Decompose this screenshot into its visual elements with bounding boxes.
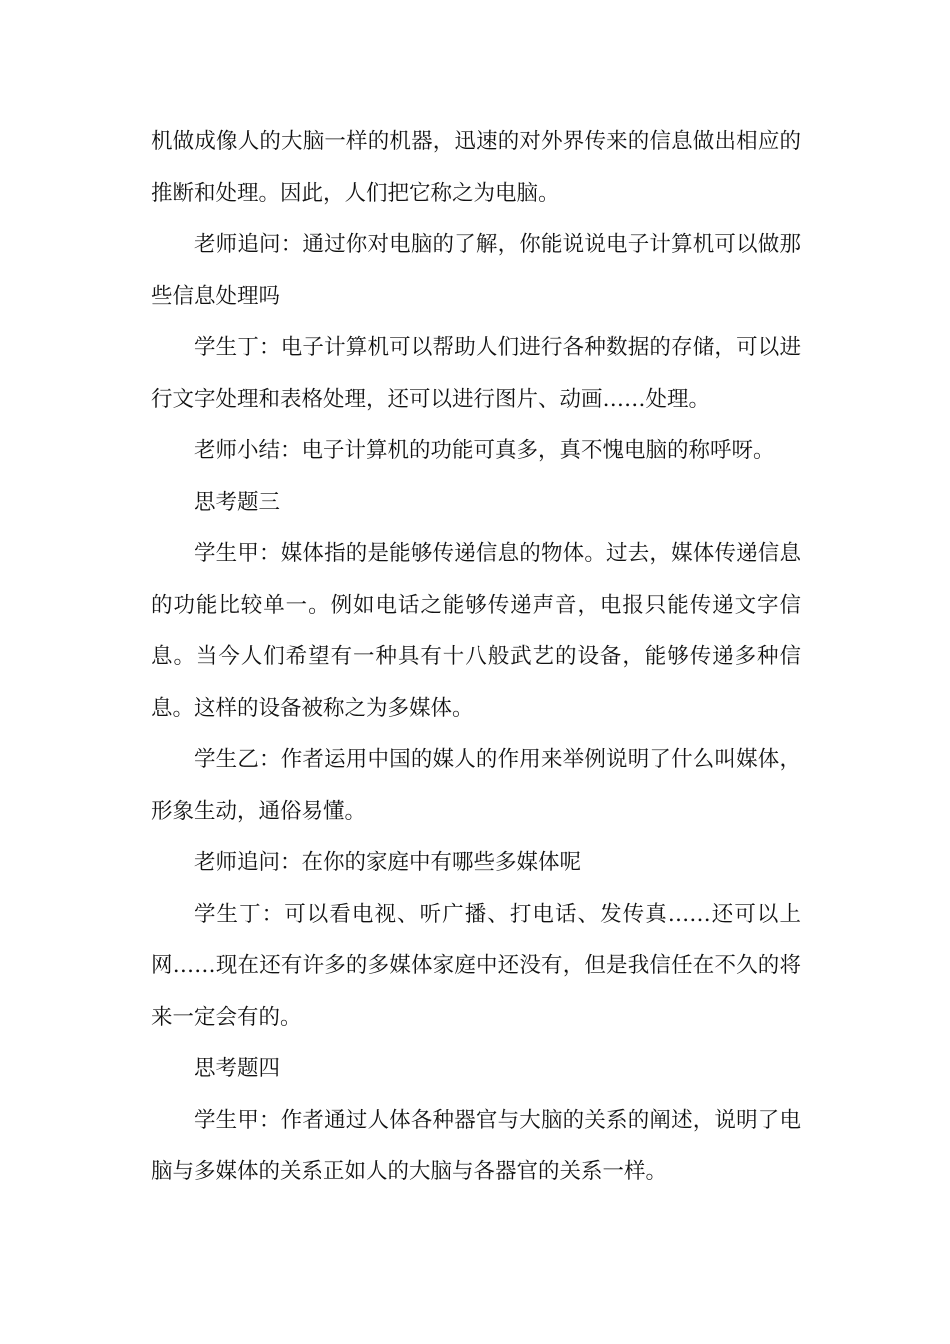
paragraph: 老师小结：电子计算机的功能可真多，真不愧电脑的称呼呀。: [194, 438, 775, 463]
paragraph: 学生乙：作者运用中国的媒人的作用来举例说明了什么叫媒体，形象生动，通俗易懂。: [151, 747, 801, 824]
paragraph: 学生丁：电子计算机可以帮助人们进行各种数据的存储，可以进行文字处理和表格处理，还可以进行图片、动画……处理。: [151, 335, 801, 412]
paragraph: 老师追问：在你的家庭中有哪些多媒体呢: [194, 850, 582, 875]
paragraph: 学生甲：作者通过人体各种器官与大脑的关系的阐述，说明了电脑与多媒体的关系正如人的大脑与各器官的关系一样。: [151, 1107, 801, 1184]
paragraph: 学生甲：媒体指的是能够传递信息的物体。过去，媒体传递信息的功能比较单一。例如电话之能够传递声音，电报只能传递文字信息。当今人们希望有一种具有十八般武艺的设备，能够传递多种信息。这样的设备被称之为多媒体。: [151, 541, 801, 721]
document-body: [151, 116, 801, 1198]
section-heading: 思考题四: [194, 1056, 281, 1081]
section-heading: 思考题三: [194, 489, 281, 515]
paragraph: 机做成像人的大脑一样的机器，迅速的对外界传来的信息做出相应的推断和处理。因此，人们把它称之为电脑。: [151, 129, 801, 206]
paragraph: 学生丁：可以看电视、听广播、打电话、发传真……还可以上网……现在还有许多的多媒体家庭中还没有，但是我信任在不久的将来一定会有的。: [151, 901, 801, 1030]
paragraph: 老师追问：通过你对电脑的了解，你能说说电子计算机可以做那些信息处理吗: [151, 232, 801, 309]
